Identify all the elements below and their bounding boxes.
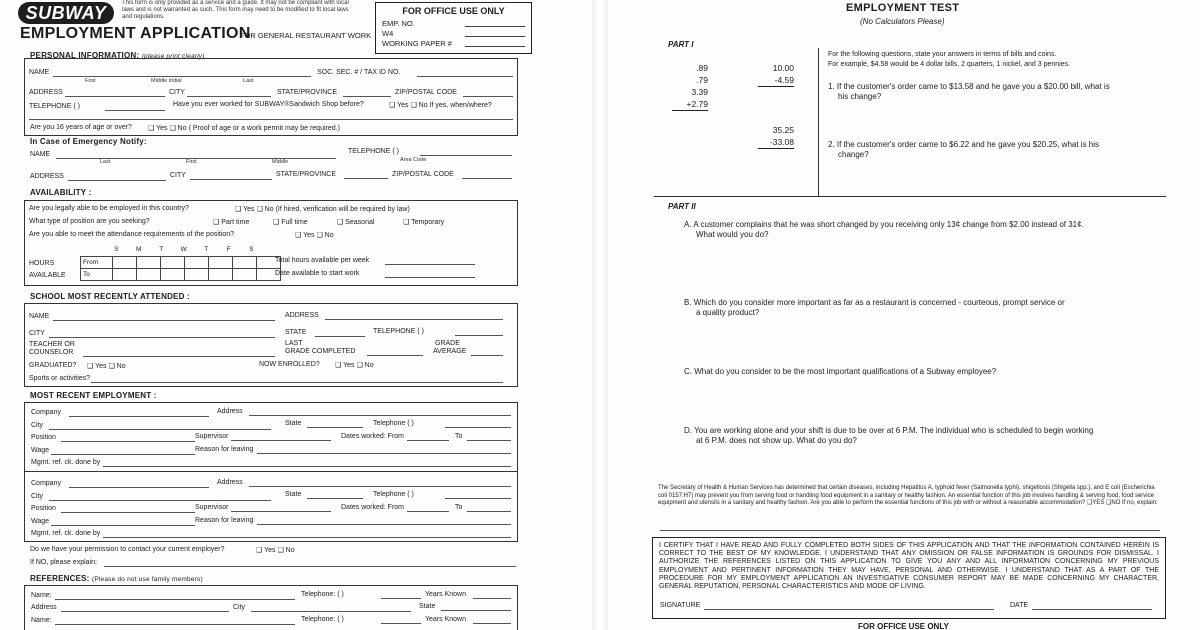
grade-label: GRADE	[435, 340, 460, 347]
application-title: EMPLOYMENT APPLICATION	[20, 25, 251, 42]
supervisor-label: Supervisor	[195, 433, 229, 440]
sports-field[interactable]	[91, 382, 503, 383]
company-field[interactable]	[69, 487, 209, 488]
employment-test-page	[608, 0, 1200, 630]
personal-info-heading: PERSONAL INFORMATION: (please print clearly)	[30, 51, 205, 60]
school-city-field[interactable]	[49, 337, 275, 338]
worked-before-question: Have you ever worked for SUBWAY®Sandwich Shop before?	[173, 101, 364, 108]
math-figure: .89	[696, 63, 708, 73]
day-label: M	[136, 246, 142, 253]
ref-name-label: Name:	[31, 617, 52, 624]
company-city-field[interactable]	[49, 429, 271, 430]
company-state-label: State	[285, 491, 302, 498]
company-address-label: Address	[217, 479, 243, 486]
math-figure: 35.25	[772, 125, 794, 135]
references-heading: REFERENCES: (Please do not use family members)	[30, 574, 203, 583]
date-label: DATE	[1010, 602, 1029, 609]
application-page	[0, 0, 592, 630]
company-address-field[interactable]	[249, 486, 511, 487]
supervisor-field[interactable]	[231, 511, 331, 512]
supervisor-field[interactable]	[231, 440, 331, 441]
emp-no-field[interactable]	[465, 19, 525, 27]
application-subtitle: FOR GENERAL RESTAURANT WORK	[240, 31, 372, 40]
day-label: F	[226, 246, 231, 253]
if-no-field[interactable]	[104, 566, 516, 567]
schedule-cell[interactable]	[113, 269, 137, 281]
position-field[interactable]	[61, 441, 195, 442]
company-label: Company	[31, 409, 61, 416]
dates-from-field[interactable]	[407, 511, 449, 512]
schedule-cell[interactable]	[233, 257, 257, 269]
enrolled-question: NOW ENROLLED?	[259, 361, 320, 368]
reason-label: Reason for leaving	[195, 517, 254, 524]
instructions-text: For the following questions, state your answers in terms of bills and coins.	[828, 51, 1057, 58]
school-name-label: NAME	[29, 313, 50, 320]
health-options[interactable]: ❑YES ❑NO If no, explain:	[1086, 500, 1158, 507]
seasonal-option[interactable]: ❑ Seasonal	[337, 219, 375, 226]
name-label: NAME	[29, 69, 50, 76]
math-figure: 10.00	[772, 63, 794, 73]
telephone-field[interactable]	[105, 110, 165, 111]
area-code-sublabel: Area Code	[400, 157, 427, 163]
hours-label: HOURS	[29, 260, 55, 267]
mgmt-ref-field[interactable]	[103, 466, 511, 467]
ref-address-label: Address	[31, 604, 57, 611]
part-two-label: PART II	[668, 202, 696, 211]
to-label: To	[81, 269, 113, 281]
last-grade-label: LAST	[285, 340, 303, 347]
worked-before-field[interactable]	[29, 119, 513, 120]
first-sublabel: First	[186, 159, 197, 165]
ref-state-field[interactable]	[441, 610, 511, 611]
math-figure: +2.79	[672, 99, 708, 111]
from-label: From	[81, 257, 113, 269]
company-state-field[interactable]	[307, 427, 363, 428]
schedule-cell[interactable]	[161, 257, 185, 269]
company-label: Company	[31, 480, 61, 487]
age-question: Are you 16 years of age or over?	[30, 124, 132, 131]
health-notice	[658, 485, 1158, 508]
average-label: AVERAGE	[433, 348, 467, 355]
math-figure: -33.08	[758, 137, 794, 149]
ref-telephone-field[interactable]	[381, 598, 421, 599]
employment-box	[24, 402, 518, 542]
wage-field[interactable]	[51, 454, 195, 455]
graduated-options[interactable]: ❑ Yes ❑ No	[87, 363, 126, 370]
ref-address-field[interactable]	[61, 611, 229, 612]
age-options[interactable]: ❑ Yes ❑ No ( Proof of age or a work permit may be required.)	[148, 125, 340, 132]
part-one-label: PART I	[668, 40, 694, 49]
position-question: What type of position are you seeking?	[29, 218, 150, 225]
mgmt-ref-field[interactable]	[103, 537, 511, 538]
day-label: S	[114, 246, 119, 253]
emergency-telephone-label: TELEPHONE ( )	[348, 148, 399, 155]
position-field[interactable]	[61, 512, 195, 513]
office-use-title: FOR OFFICE USE ONLY	[402, 6, 505, 16]
teacher-label: TEACHER OR	[29, 341, 75, 348]
school-telephone-label: TELEPHONE ( )	[373, 328, 424, 335]
emergency-state-field[interactable]	[344, 178, 388, 179]
employment-heading: MOST RECENT EMPLOYMENT :	[30, 391, 157, 400]
print-clearly-note: (please print clearly)	[141, 53, 205, 60]
sports-question: Sports or activities?	[29, 375, 91, 382]
day-label: T	[204, 246, 209, 253]
math-figure: -4.59	[758, 75, 794, 87]
w4-field[interactable]	[465, 29, 525, 37]
schedule-cell[interactable]	[113, 257, 137, 269]
schedule-cell[interactable]	[209, 257, 233, 269]
emergency-zip-field[interactable]	[462, 178, 512, 179]
emp-no-label: EMP. NO.	[382, 19, 415, 28]
question-one-cont: his change?	[838, 92, 882, 101]
page-gutter	[592, 0, 608, 630]
references-note: (Please do not use family members)	[91, 576, 203, 583]
date-available-field[interactable]	[385, 277, 475, 278]
example-text: For example, $4.58 would be 4 dollar bills, 2 quarters, 1 nickel, and 3 pennies.	[828, 61, 1071, 68]
if-no-label: If NO, please explain:	[30, 559, 97, 566]
question-b-cont: a quality product?	[696, 308, 760, 317]
years-known-label: Years Known	[425, 616, 466, 623]
dates-from-label: Dates worked: From	[341, 433, 405, 440]
date-field[interactable]	[1032, 609, 1152, 610]
company-telephone-label: Telephone ( )	[373, 420, 414, 427]
years-known-field[interactable]	[473, 598, 511, 599]
school-city-label: CITY	[29, 330, 45, 337]
ref-name-field[interactable]	[55, 599, 295, 600]
divider	[654, 196, 1166, 197]
emergency-city-label: CITY	[170, 172, 186, 179]
available-label: AVAILABLE	[29, 272, 66, 279]
schedule-cell[interactable]	[209, 269, 233, 281]
last-sublabel: Last	[243, 78, 254, 84]
graduated-question: GRADUATED?	[29, 362, 77, 369]
references-box	[24, 585, 518, 630]
question-b: B. Which do you consider more important as far as a restaurant is concerned - courteous, prompt service or	[684, 298, 1065, 307]
ref-telephone-label: Telephone: ( )	[301, 616, 344, 623]
ssn-label: SOC. SEC. # / TAX ID NO.	[317, 69, 401, 76]
company-telephone-field[interactable]	[445, 498, 511, 499]
math-figure: 3.39	[691, 87, 708, 97]
dates-from-label: Dates worked: From	[341, 504, 405, 511]
divider	[24, 135, 518, 136]
zip-field[interactable]	[463, 96, 513, 97]
school-state-field[interactable]	[315, 336, 365, 337]
legal-options[interactable]: ❑ Yes ❑ No (If hired, verification will be required by law)	[235, 206, 410, 213]
ref-city-label: City	[233, 604, 246, 611]
company-telephone-label: Telephone ( )	[373, 491, 414, 498]
city-field[interactable]	[187, 96, 271, 97]
health-explain-field[interactable]	[660, 530, 1160, 531]
name-field[interactable]	[53, 76, 311, 77]
question-one: 1. If the customer's order came to $13.58 and he gave you a $20.00 bill, what is	[828, 82, 1110, 91]
divider	[818, 48, 819, 196]
school-address-field[interactable]	[325, 319, 503, 320]
question-c: C. What do you consider to be the most important qualifications of a Subway employee?	[684, 367, 997, 376]
first-sublabel: First	[85, 78, 96, 84]
day-label: W	[180, 246, 187, 253]
emergency-heading: In Case of Emergency Notify:	[30, 137, 147, 146]
question-d: D. You are working alone and your shift is due to be over at 6 P.M. The individual who is scheduled to begin working	[684, 426, 1094, 435]
dates-to-label: To	[455, 433, 463, 440]
certification-box: I CERTIFY THAT I HAVE READ AND FULLY COMPLETED BOTH SIDES OF THIS APPLICATION AND THAT THE INFORMATION CONTAINED HEREIN IS CORRECT TO THE BEST OF MY KNOWLEDGE. I UNDERSTAND THAT ANY OMISSION OR FALSE INFORMATION IS GROUNDS FOR DISMISSAL. I AUTHORIZE THE REFERENCES LISTED ON THIS APPLICATION TO GIVE YOU ANY AND ALL INFORMATION CONCERNING MY PREVIOUS EMPLOYMENT AND PERTINENT INFORMATION THEY MAY HAVE, PERSONAL AND OTHERWISE. I UNDERSTAND THAT AS A PART OF THE PROCEDURE FOR MY EMPLOYMENT APPLICATION AN INVESTIGATIVE CONSUMER REPORT MAY BE MADE CONCERNING MY CHARACTER, GENERAL REPUTATION, PERSONAL CHARACTERISTICS AND MODE OF LIVING.	[652, 537, 1166, 619]
office-use-footer: FOR OFFICE USE ONLY	[858, 622, 949, 630]
telephone-label: TELEPHONE ( )	[29, 103, 80, 110]
wage-label: Wage	[31, 447, 50, 454]
company-telephone-field[interactable]	[445, 427, 511, 428]
emergency-zip-label: ZIP/POSTAL CODE	[392, 171, 454, 178]
address-field[interactable]	[65, 96, 165, 97]
company-state-field[interactable]	[307, 498, 363, 499]
full-time-option[interactable]: ❑ Full time	[273, 219, 308, 226]
w4-label: W4	[382, 29, 394, 38]
question-a-cont: What would you do?	[696, 230, 769, 239]
signature-field[interactable]	[704, 609, 994, 610]
emergency-address-label: ADDRESS	[30, 173, 64, 180]
schedule-cell[interactable]	[185, 269, 209, 281]
address-label: ADDRESS	[29, 89, 63, 96]
permission-question: Do we have your permission to contact your current employer?	[30, 546, 225, 553]
day-label: S	[249, 246, 254, 253]
schedule-cell[interactable]	[137, 269, 161, 281]
working-paper-field[interactable]	[465, 39, 525, 47]
counselor-label: COUNSELOR	[29, 349, 74, 356]
schedule-cell[interactable]	[185, 257, 209, 269]
legal-question: Are you legally able to be employed in this country?	[29, 205, 189, 212]
mgmt-ref-label: Mgmt. ref. ck. done by	[31, 530, 101, 537]
wage-label: Wage	[31, 518, 50, 525]
question-two-cont: change?	[838, 150, 869, 159]
emergency-city-field[interactable]	[190, 179, 272, 180]
employment-test-title: EMPLOYMENT TEST	[846, 2, 960, 14]
permission-options[interactable]: ❑ Yes ❑ No	[256, 547, 295, 554]
company-city-label: City	[31, 493, 44, 500]
signature-label: SIGNATURE	[660, 602, 701, 609]
state-label: STATE/PROVINCE	[277, 89, 338, 96]
schedule-cell[interactable]	[233, 269, 257, 281]
total-hours-field[interactable]	[385, 264, 475, 265]
reason-label: Reason for leaving	[195, 446, 254, 453]
days-header	[105, 246, 263, 253]
total-hours-label: Total hours available per week	[275, 257, 370, 264]
availability-heading: AVAILABILITY :	[30, 188, 92, 197]
last-sublabel: Last	[100, 159, 111, 165]
zip-label: ZIP/POSTAL CODE	[395, 89, 457, 96]
dates-from-field[interactable]	[407, 440, 449, 441]
dates-to-field[interactable]	[467, 440, 511, 441]
math-figure: .79	[696, 75, 708, 85]
company-address-field[interactable]	[249, 415, 511, 416]
dates-to-label: To	[455, 504, 463, 511]
supervisor-label: Supervisor	[195, 504, 229, 511]
working-paper-label: WORKING PAPER #	[382, 39, 452, 48]
position-label: Position	[31, 434, 56, 441]
school-telephone-field[interactable]	[455, 335, 503, 336]
school-address-label: ADDRESS	[285, 312, 319, 319]
question-two: 2. If the customer's order came to $6.22 and he gave you $20.25, what is his	[828, 140, 1100, 149]
temporary-option[interactable]: ❑ Temporary	[403, 219, 445, 226]
divider	[25, 471, 517, 472]
school-heading: SCHOOL MOST RECENTLY ATTENDED :	[30, 292, 190, 301]
emergency-address-field[interactable]	[68, 180, 166, 181]
reason-field[interactable]	[257, 453, 511, 454]
schedule-cell[interactable]	[137, 257, 161, 269]
mgmt-ref-label: Mgmt. ref. ck. done by	[31, 459, 101, 466]
office-use-box	[375, 2, 532, 54]
emergency-state-label: STATE/PROVINCE	[276, 171, 337, 178]
average-field[interactable]	[471, 355, 503, 356]
grade-completed-label: GRADE COMPLETED	[285, 348, 356, 355]
health-notice-text: The Secretary of Health & Human Services has determined that certain diseases, including Hepatitus A, typhoid fever (Salmonella typhi), shigellosis (Shigella spp.), and E coli (Escherichia coli 0157:H7) may prevent you from serving food or handling food equipment in a sanitary or healthy fashion. An essential function of this job involves handling & serving food, food service equipment and utensils in a sanitary and healthy fashion. Are you able to perform the essential functions of this job with or without a reasonable accommodation?	[658, 485, 1155, 507]
school-box	[24, 303, 518, 387]
disclaimer-text: This form is only provided as a service and a guide. It may not be compliant with local laws and is not warranted as such. This form may need to be modified to fit local laws and regulations.	[122, 0, 349, 20]
company-city-label: City	[31, 422, 44, 429]
city-label: CITY	[169, 89, 185, 96]
day-label: T	[159, 246, 164, 253]
emergency-name-label: NAME	[30, 151, 51, 158]
grade-completed-field[interactable]	[367, 355, 423, 356]
ref-telephone-label: Telephone: ( )	[301, 591, 344, 598]
availability-box	[24, 200, 518, 286]
school-state-label: STATE	[285, 329, 307, 336]
ref-name-label: Name:	[31, 592, 52, 599]
availability-schedule	[80, 256, 281, 281]
date-available-label: Date available to start work	[275, 270, 360, 277]
emergency-telephone-field[interactable]	[420, 155, 512, 156]
ref-name-field[interactable]	[55, 624, 295, 625]
question-a: A. A customer complains that he was short changed by you receiving only 13¢ change from $2.00 instead of 31¢.	[684, 220, 1084, 229]
state-field[interactable]	[343, 96, 391, 97]
worked-before-options[interactable]: ❑ Yes ❑ No If yes, when/where?	[389, 102, 492, 109]
part-time-option[interactable]: ❑ Part time	[213, 219, 250, 226]
subway-logo: SUBWAY	[18, 2, 114, 24]
wage-field[interactable]	[51, 525, 195, 526]
schedule-cell[interactable]	[161, 269, 185, 281]
school-name-field[interactable]	[53, 320, 275, 321]
no-calculators-note: (No Calculators Please)	[860, 17, 945, 26]
middle-initial-sublabel: Middle Initial	[151, 78, 182, 84]
company-state-label: State	[285, 420, 302, 427]
ssn-field[interactable]	[417, 76, 513, 77]
attendance-question: Are you able to meet the attendance requirements of the position?	[29, 231, 235, 238]
enrolled-options[interactable]: ❑ Yes ❑ No	[335, 362, 374, 369]
years-known-field[interactable]	[473, 623, 511, 624]
reason-field[interactable]	[257, 524, 511, 525]
counselor-field[interactable]	[83, 356, 275, 357]
company-field[interactable]	[69, 416, 209, 417]
middle-sublabel: Middle	[272, 159, 289, 165]
dates-to-field[interactable]	[467, 511, 511, 512]
company-address-label: Address	[217, 408, 243, 415]
question-d-cont: at 6 P.M. does not show up. What do you do?	[696, 436, 857, 445]
position-label: Position	[31, 505, 56, 512]
ref-city-field[interactable]	[251, 611, 411, 612]
years-known-label: Years Known	[425, 591, 466, 598]
company-city-field[interactable]	[49, 500, 271, 501]
attendance-options[interactable]: ❑ Yes ❑ No	[295, 232, 334, 239]
ref-telephone-field[interactable]	[381, 623, 421, 624]
ref-state-label: State	[419, 603, 436, 610]
